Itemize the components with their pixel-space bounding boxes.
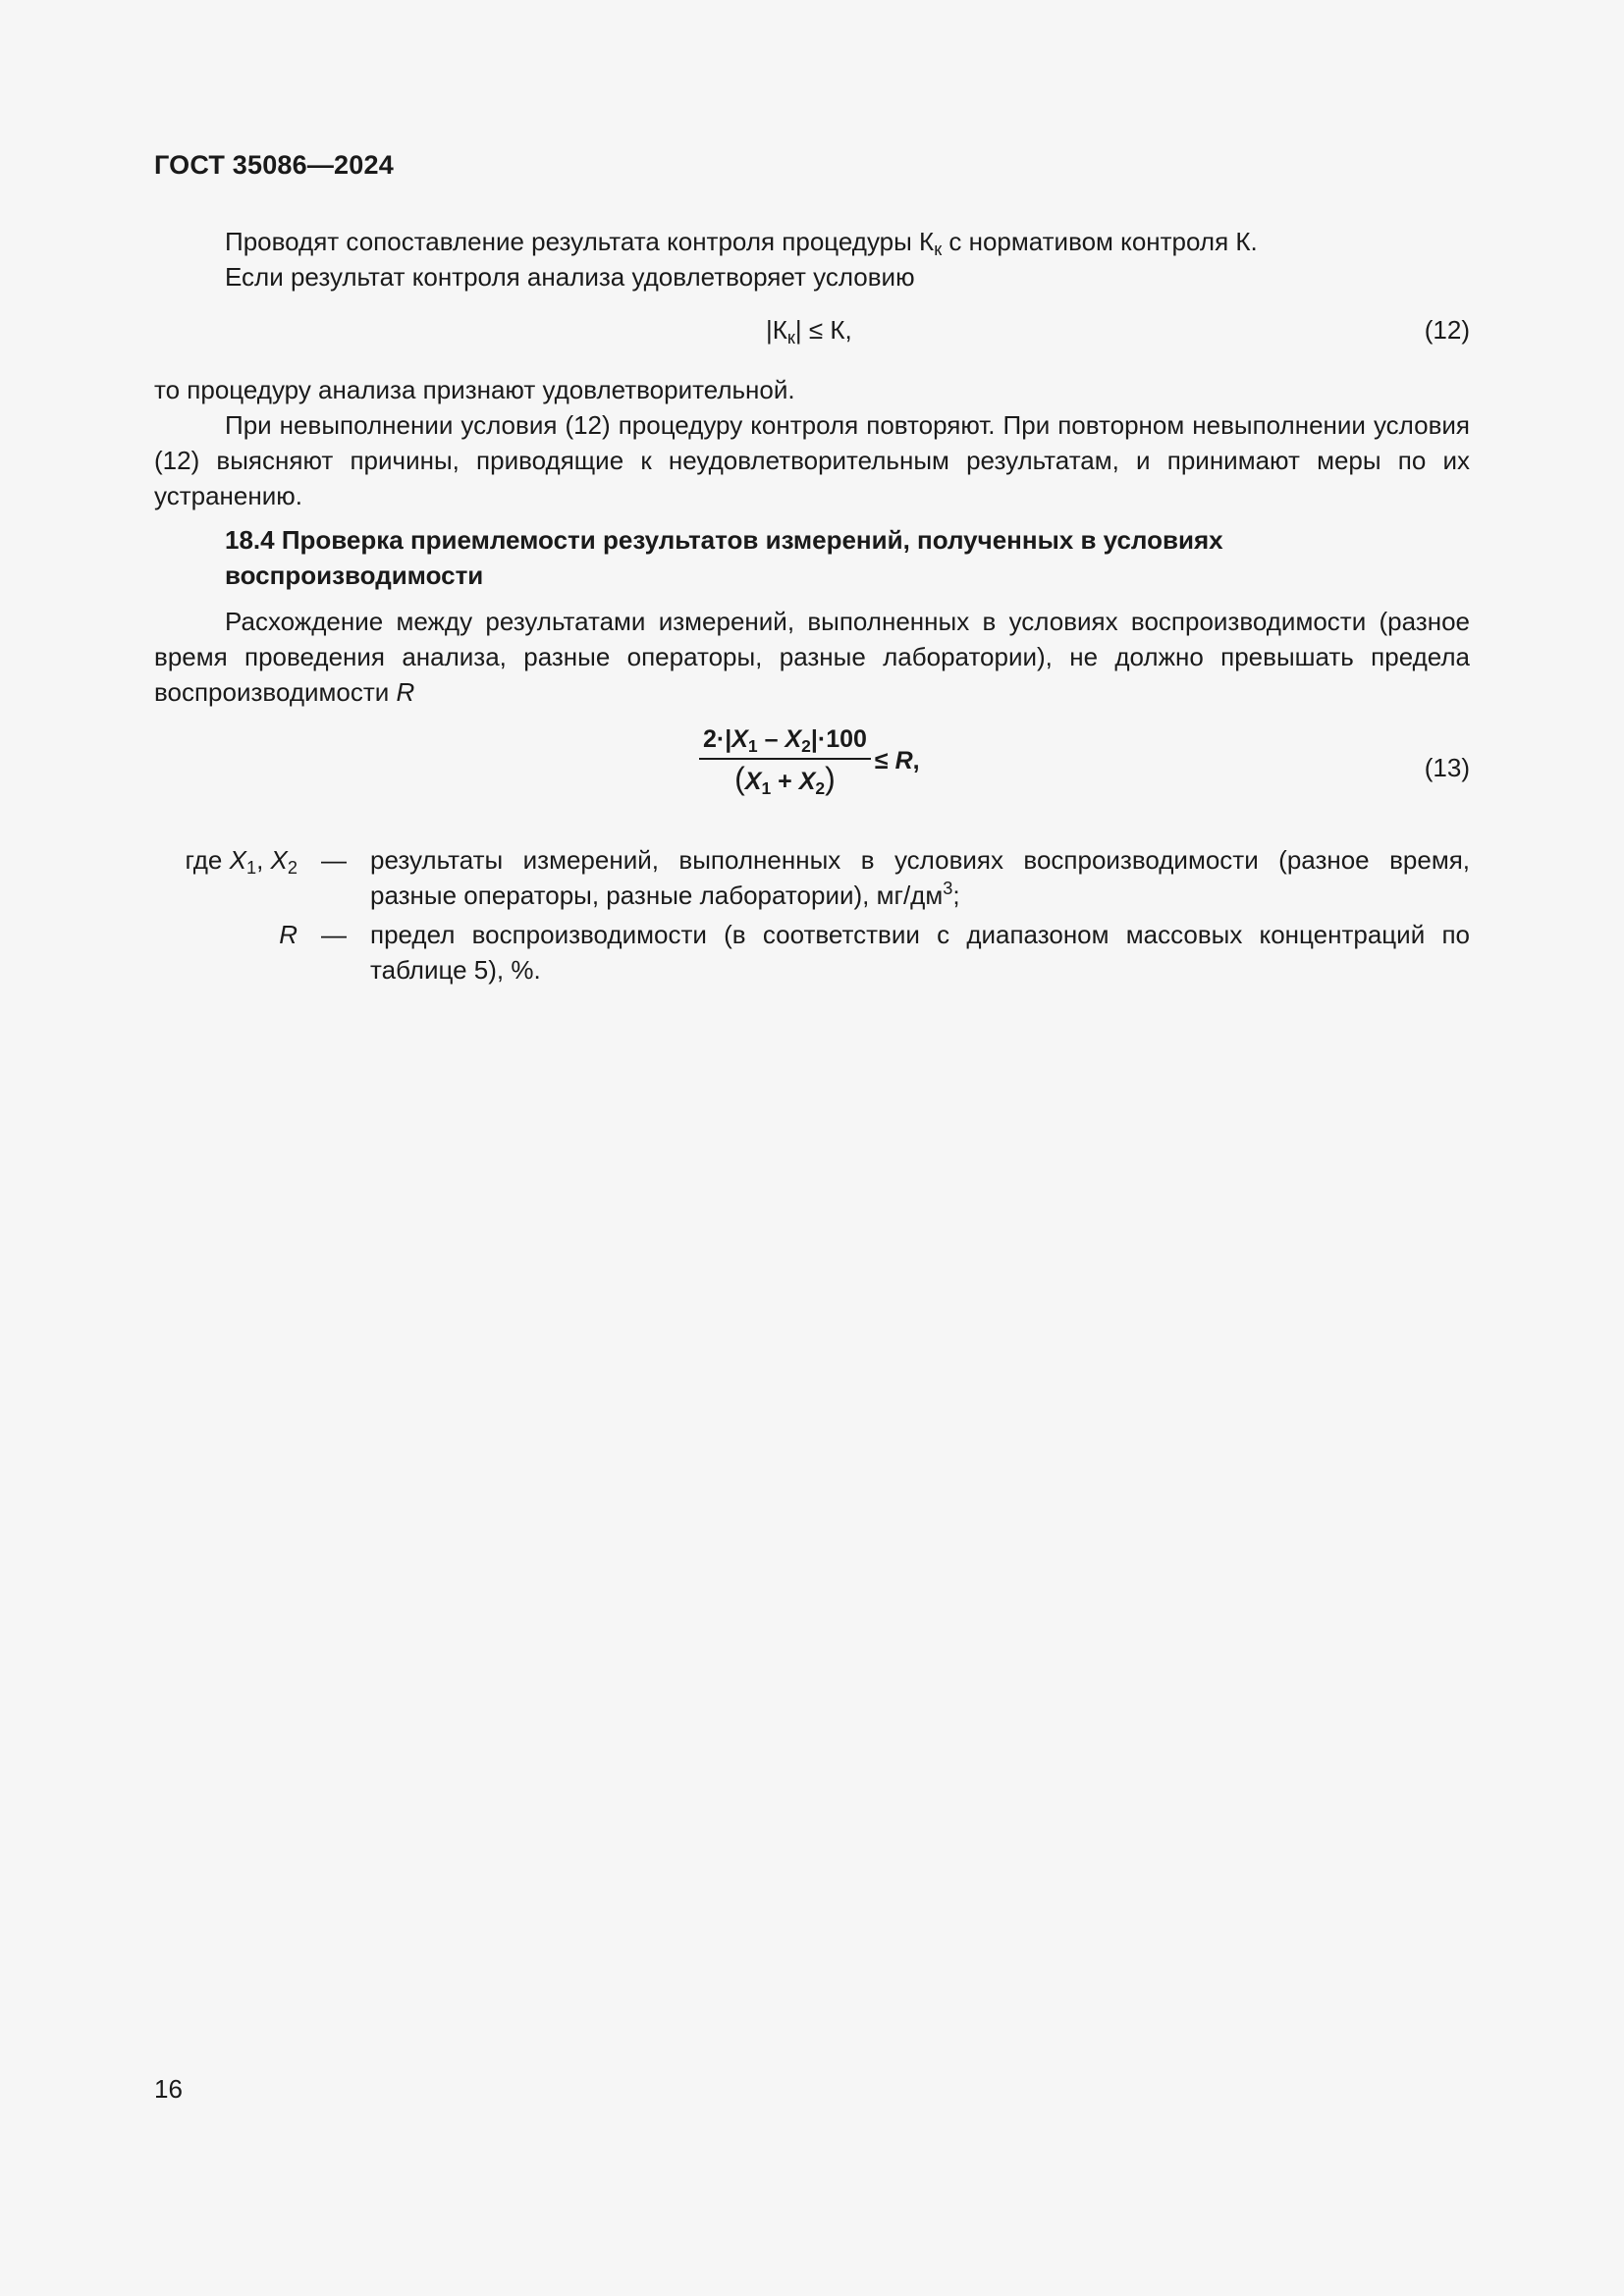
formula-part: | ≤ К, [794,315,852,345]
paragraph-discrepancy [154,604,1470,710]
formula-part: , [912,746,920,774]
document-code-header: ГОСТ 35086—2024 [154,150,394,180]
formula-part: |·100 [810,725,867,753]
legend-dash: — [321,845,347,875]
subscript: к [934,240,943,259]
symbol-r: R [894,746,913,774]
formula-subscript: 2 [801,736,811,756]
paragraph-condition: Если результат контроля анализа удовлетворяет условию [225,262,915,292]
separator: , [256,845,271,875]
legend-symbol [154,917,298,952]
formula-part: + [771,768,799,795]
formula-part: – [757,725,785,753]
symbol-x1: X [731,725,748,753]
legend-symbol [154,842,298,878]
formula-subscript: 2 [815,778,826,798]
symbol-x1: X [229,845,246,875]
symbol-x2: X [270,845,288,875]
formula-subscript: 1 [245,858,257,878]
section-title-18-4: 18.4 Проверка приемлемости результатов измерений, полученных в условиях воспроизводимости [225,525,1223,590]
formula-subscript: 2 [287,858,298,878]
symbol-x1: X [744,768,762,795]
formula-13 [699,724,920,796]
superscript: 3 [943,879,953,898]
symbol-x2: X [798,768,816,795]
formula-fraction [699,724,871,796]
paragraph-compare [154,224,1470,259]
symbol-r: R [279,920,298,949]
fraction-numerator [699,724,871,760]
legend-row-r [154,917,1470,988]
formula-12 [766,312,852,347]
text-fragment: с нормативом контроля К. [942,227,1258,256]
equation-number-12: (12) [1424,315,1470,345]
text-fragment: результаты измерений, выполненных в условиях воспроизводимости (разное время, разные операторы, разные лаборатории), мг/дм [370,845,1470,910]
formula-subscript: к [786,328,795,347]
symbol-r: R [396,677,415,707]
formula-subscript: 1 [747,736,758,756]
formula-relation [875,743,920,778]
formula-subscript: 1 [761,778,772,798]
symbol-x2: X [785,725,802,753]
legend-description: предел воспроизводимости (в соответствии с диапазоном массовых концентраций по таблице 5), %. [370,920,1470,985]
paragraph-then: то процедуру анализа признают удовлетворительной. [154,375,795,404]
legend-prefix: где [185,845,230,875]
formula-paren: ( [734,761,745,796]
paragraph-repeat: При невыполнении условия (12) процедуру контроля повторяют. При повторном невыполнении условия (12) выясняют причины, приводящие к неудовлетворительным результатам, и принимают меры по их устранению. [154,410,1470,510]
page-number: 16 [154,2074,183,2104]
text-fragment: Проводят сопоставление результата контроля процедуры К [225,227,935,256]
text-fragment: Расхождение между результатами измерений, выполненных в условиях воспроизводимости (разное время проведения анализа, разные операторы, разные лаборатории), не должно превышать предела воспроизводимости [154,607,1470,707]
equation-number-13: (13) [1424,753,1470,782]
formula-part: ≤ [874,746,895,774]
formula-legend [154,842,1470,991]
formula-paren: ) [825,761,836,796]
legend-row-x [154,842,1470,913]
formula-part: 2·| [703,725,732,753]
legend-dash: — [321,920,347,949]
text-fragment: ; [952,881,960,910]
formula-part: |К [766,315,787,345]
fraction-denominator [699,760,871,796]
legend-description [370,842,1470,913]
